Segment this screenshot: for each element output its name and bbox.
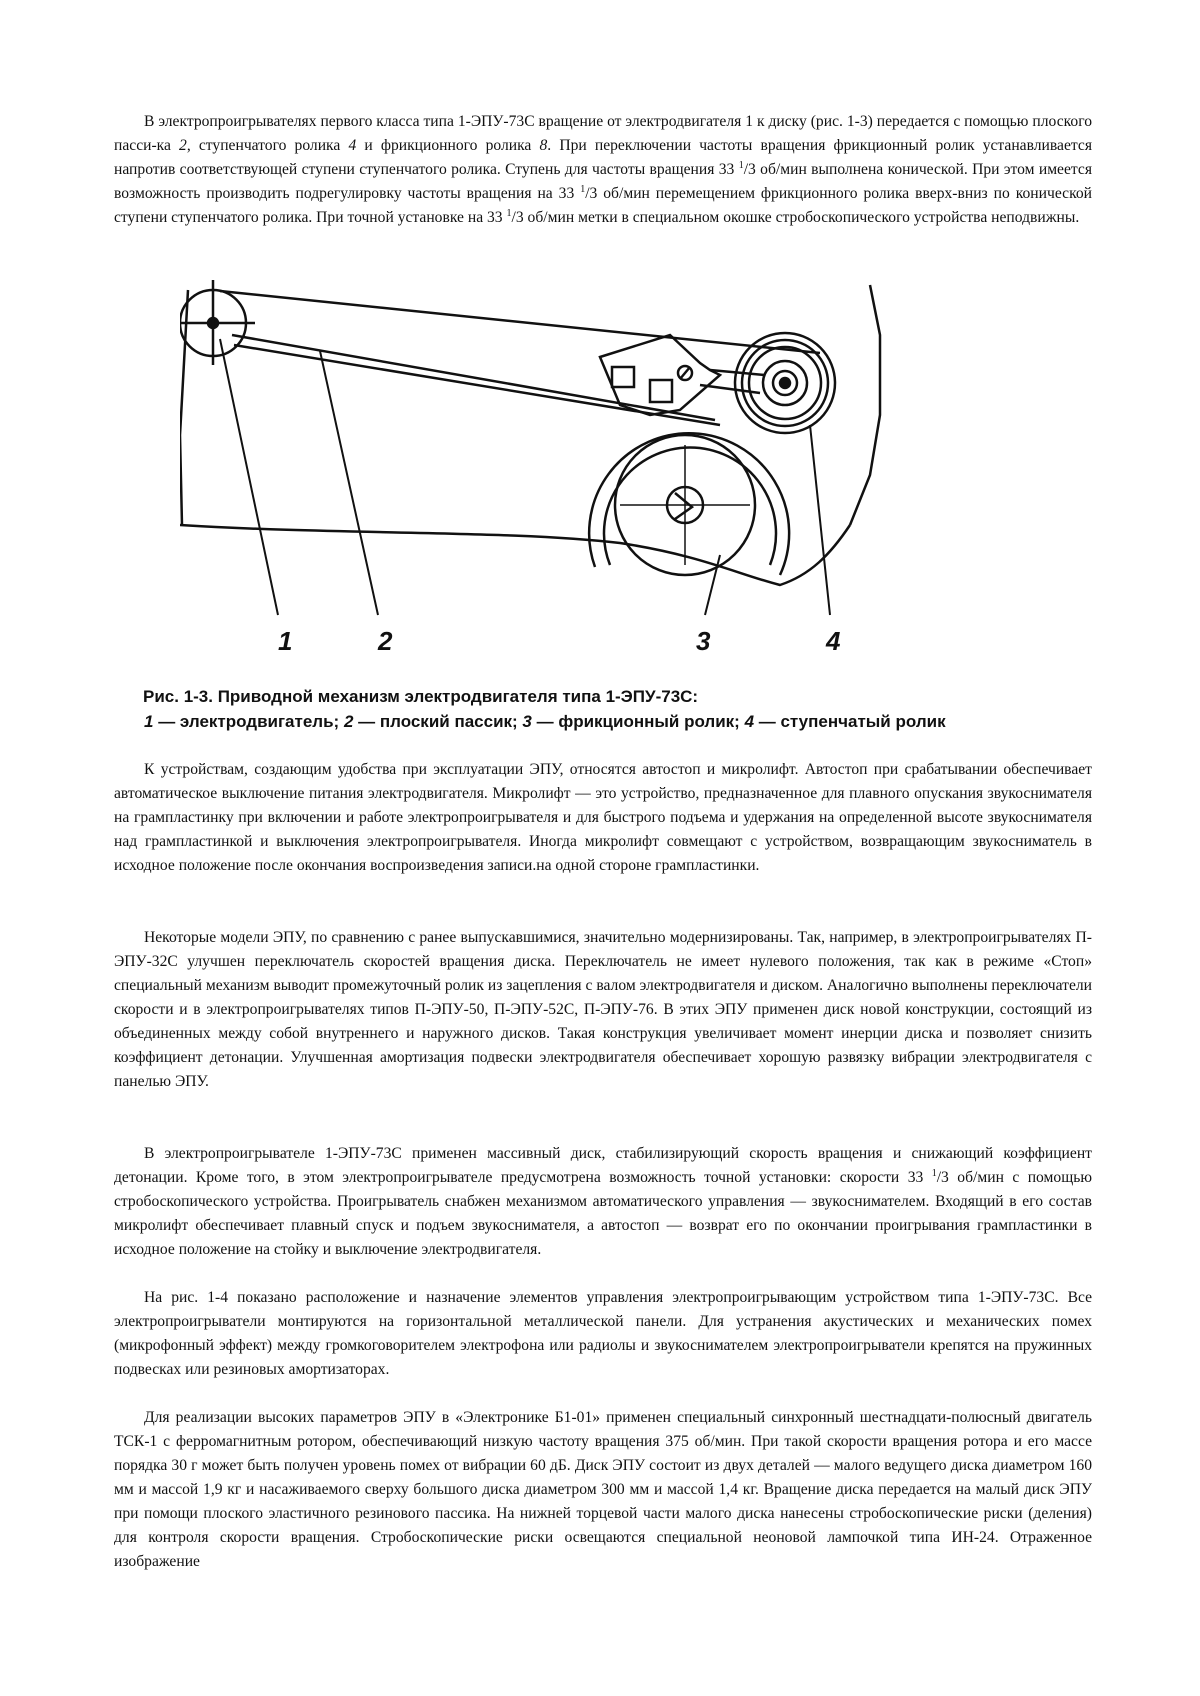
paragraph-models: Некоторые модели ЭПУ, по сравнению с ранее выпускавшимися, значительно модернизированы. Так, например, в электропроигрывателях П-ЭПУ-32С улучшен переключатель скоростей вращения диска. Переключатель не имеет нулевого положения, так как в режиме «Стоп» специальный механизм выводит промежуточный ролик из зацепления с валом электродвигателя и диском. Аналогично выполнены переключатели скорости и в электропроигрывателях типов П-ЭПУ-50, П-ЭПУ-52С, П-ЭПУ-76. В этих ЭПУ применен диск новой конструкции, состоящий из объединенных между собой внутреннего и наружного дисков. Такая конструкция увеличивает момент инерции диска и позволяет снизить коэффициент детонации. Улучшенная амортизация подвески электродвигателя обеспечивает хорошую развязку вибрации электродвигателя с панелью ЭПУ. xyxy=(114,929,1092,1090)
figure-label-1: 1 xyxy=(278,626,293,656)
figure-caption-legend: 1 — электродвигатель; 2 — плоский пассик; 3 — фрикционный ролик; 4 — ступенчатый ролик xyxy=(144,712,946,731)
panel-right-edge xyxy=(850,285,880,525)
paragraph-epu73c: В электропроигрывателе 1-ЭПУ-73С применен массивный диск, стабилизирующий скорость вращения и снижающий коэффициент детонации. Кроме того, в этом электропроигрывателе предусмотрена возможность точной установки: скорости 33 $^1$/3 об/мин с помощью стробоскопического устройства. Проигрыватель снабжен механизмом автоматического управления — звукоснимателем. Входящий в его состав микролифт обеспечивает плавный спуск и подъем звукоснимателя, а автостоп — возврат его по окончании проигрывания грампластинки в исходное положение на стойку и выключение электродвигателя. xyxy=(114,1145,1092,1258)
flat-belt xyxy=(220,291,820,425)
friction-roller xyxy=(589,433,789,575)
drive-mechanism-figure xyxy=(180,275,950,675)
paragraph-fig14: На рис. 1-4 показано расположение и назначение элементов управления электропроигрывающим устройством типа 1-ЭПУ-73С. Все электропроигрыватели монтируются на горизонтальной металлической панели. Для устранения акустических и механических помех (микрофонный эффект) между громкоговорителем электрофона или радиолы и звукоснимателем электропроигрыватели крепятся на пружинных подвесках или резиновых амортизаторах. xyxy=(114,1289,1092,1378)
paragraph-autostop: К устройствам, создающим удобства при эксплуатации ЭПУ, относятся автостоп и микролифт. Автостоп при срабатывании обеспечивает автоматическое выключение питания электродвигателя. Микролифт — это устройство, предназначенное для плавного опускания звукоснимателя на грампластинку при включении и работе электропроигрывателя и для быстрого подъема и удержания на определенной высоте звукоснимателя над грампластинкой и выключения электропроигрывателя. Иногда микролифт совмещают с устройством, возвращающим звукосниматель в исходное положение после окончания воспроизведения записи.на одной стороне грампластинки. xyxy=(114,761,1092,874)
paragraph-b101: Для реализации высоких параметров ЭПУ в «Электронике Б1-01» применен специальный синхронный шестнадцати-полюсный двигатель ТСК-1 с ферромагнитным ротором, обеспечивающий низкую частоту вращения 375 об/мин. При такой скорости вращения ротора и его массе порядка 30 г может быть получен уровень помех от вибрации 60 дБ. Диск ЭПУ состоит из двух деталей — малого ведущего диска диаметром 160 мм и массой 1,9 кг и насаживаемого сверху большого диска диаметром 300 мм и массой 1,4 кг. Вращение диска передается на малый диск ЭПУ при помощи плоского эластичного резинового пассика. На нижней торцевой части малого диска нанесены стробоскопические риски (деления) для контроля скорости вращения. Стробоскопические риски освещаются специальной неоновой лампочкой типа ИН-24. Отраженное изображение xyxy=(114,1409,1092,1570)
figure-label-2: 2 xyxy=(378,626,393,656)
figure-label-4: 4 xyxy=(826,626,841,656)
figure-label-3: 3 xyxy=(696,626,711,656)
stepped-pulley xyxy=(735,333,835,433)
figure-caption-title: Рис. 1-3. Приводной механизм электродвигателя типа 1-ЭПУ-73С: xyxy=(143,687,699,706)
paragraph-intro: В электропроигрывателях первого класса типа 1-ЭПУ-73С вращение от электродвигателя 1 к диску (рис. 1-3) передается с помощью плоского пасси-ка 2, ступенчатого ролика 4 и фрикционного ролика 8. При переключении частоты вращения фрикционный ролик устанавливается напротив соответствующей ступени ступенчатого ролика. Ступень для частоты вращения 33 $^1$/3 об/мин выполнена конической. При этом имеется возможность производить подрегулировку частоты вращения на 33 $^1$/3 об/мин перемещением фрикционного ролика вверх-вниз по конической ступени ступенчатого ролика. При точной установке на 33 $^1$/3 об/мин метки в специальном окошке стробоскопического устройства неподвижны. xyxy=(114,113,1092,226)
